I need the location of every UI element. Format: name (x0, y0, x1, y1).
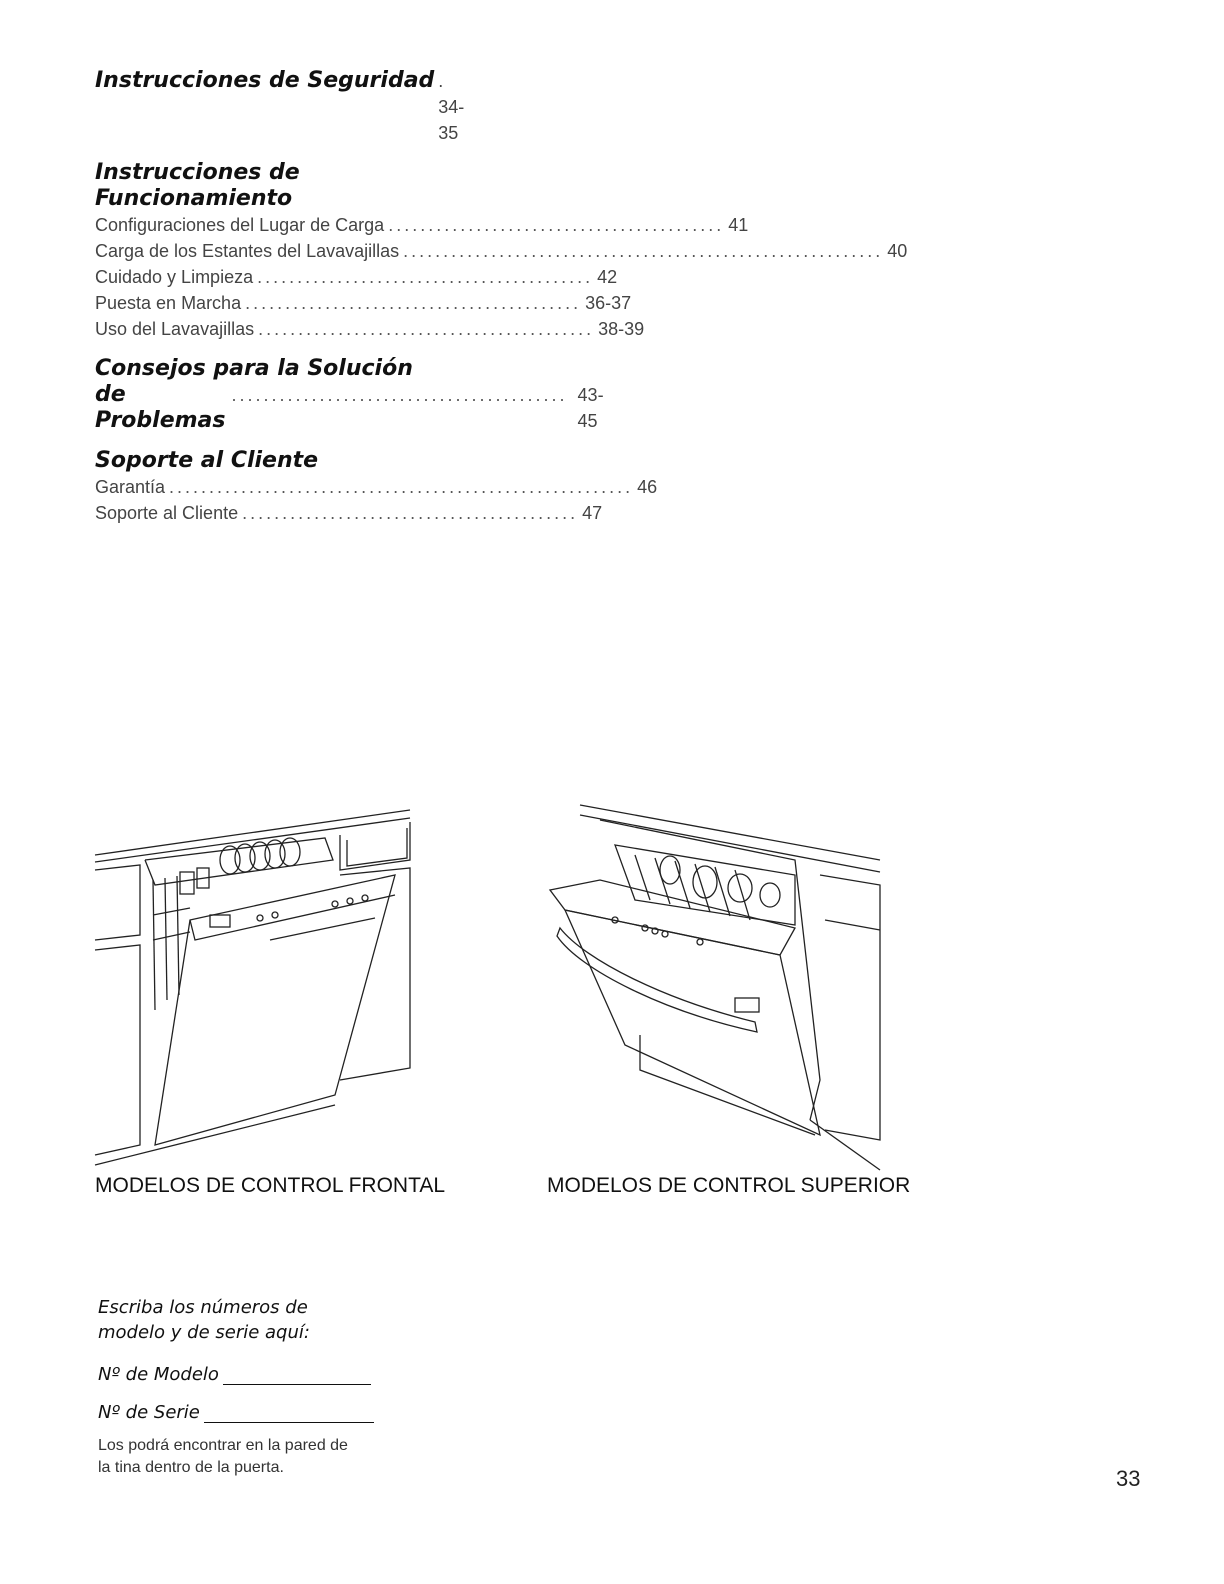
toc-entry-page: 41 (728, 215, 749, 235)
toc-entry-page: 36-37 (585, 293, 632, 313)
table-of-contents (95, 68, 908, 540)
toc-entry-page: 47 (582, 503, 603, 523)
serial-number-label: Nº de Serie (98, 1402, 200, 1423)
page-number: 33 (1116, 1466, 1141, 1491)
toc-entry (95, 264, 618, 290)
toc-section-support (95, 448, 658, 526)
serial-number-blank[interactable] (204, 1402, 374, 1423)
toc-entry-page: 46 (637, 477, 658, 497)
dot-leader: .......................................... (231, 385, 568, 405)
section-title-safety: Instrucciones de Seguridad (95, 68, 435, 93)
toc-entry (95, 474, 658, 500)
section-title-troubleshooting-line1: Consejos para la Solución (95, 356, 413, 381)
toc-entry-label: Soporte al Cliente (95, 503, 239, 523)
toc-entry (95, 316, 645, 342)
toc-entry-page: 40 (887, 241, 908, 261)
toc-entry-label: Garantía (95, 477, 166, 497)
dot-leader: .......................................... (388, 215, 725, 235)
toc-entry (95, 500, 603, 526)
toc-entry-page: 38-39 (598, 319, 645, 339)
toc-entry-page: 42 (597, 267, 618, 287)
section-title-troubleshooting-line2: de Problemas (95, 382, 226, 433)
serial-number-field (98, 1397, 398, 1423)
toc-section-troubleshooting (95, 356, 604, 434)
registration-heading (98, 1295, 398, 1345)
section-title-support: Soporte al Cliente (95, 448, 319, 473)
registration-note-line2: la tina dentro de la puerta. (98, 1459, 284, 1476)
section-pages-troubleshooting: 43-45 (577, 385, 604, 431)
toc-entry-label: Puesta en Marcha (95, 293, 242, 313)
toc-entry-label: Cuidado y Limpieza (95, 267, 254, 287)
registration-heading-line1: Escriba los números de (98, 1297, 308, 1318)
registration-note-line1: Los podrá encontrar en la pared de (98, 1437, 348, 1454)
toc-entry-label: Carga de los Estantes del Lavavajillas (95, 241, 400, 261)
toc-entry-label: Uso del Lavavajillas (95, 319, 255, 339)
dot-leader: .......................................................... (169, 477, 634, 497)
top-control-dishwasher-illustration (545, 800, 880, 1175)
registration-heading-line2: modelo y de serie aquí: (98, 1322, 310, 1343)
toc-entry (95, 212, 749, 238)
front-control-dishwasher-illustration (95, 800, 415, 1175)
section-title-operating: Instrucciones de Funcionamiento (95, 160, 300, 211)
dot-leader: .......................................... (257, 267, 594, 287)
dot-leader: .......................................... (242, 503, 579, 523)
toc-entry (95, 238, 908, 264)
toc-entry (95, 290, 632, 316)
dot-leader: ............................................................ (403, 241, 884, 261)
dot-leader: .......................................... (258, 319, 595, 339)
dot-leader: .......................................... (245, 293, 582, 313)
model-number-label: Nº de Modelo (98, 1364, 219, 1385)
toc-entry-label: Configuraciones del Lugar de Carga (95, 215, 385, 235)
model-number-field (98, 1359, 398, 1385)
registration-block (98, 1295, 398, 1479)
front-control-caption: MODELOS DE CONTROL FRONTAL (95, 1174, 446, 1197)
top-control-caption: MODELOS DE CONTROL SUPERIOR (547, 1174, 911, 1197)
model-number-blank[interactable] (223, 1364, 371, 1385)
registration-note (98, 1435, 398, 1479)
section-pages-safety: . 34-35 (438, 71, 465, 143)
toc-section-operating (95, 160, 908, 342)
toc-section-safety (95, 68, 470, 146)
